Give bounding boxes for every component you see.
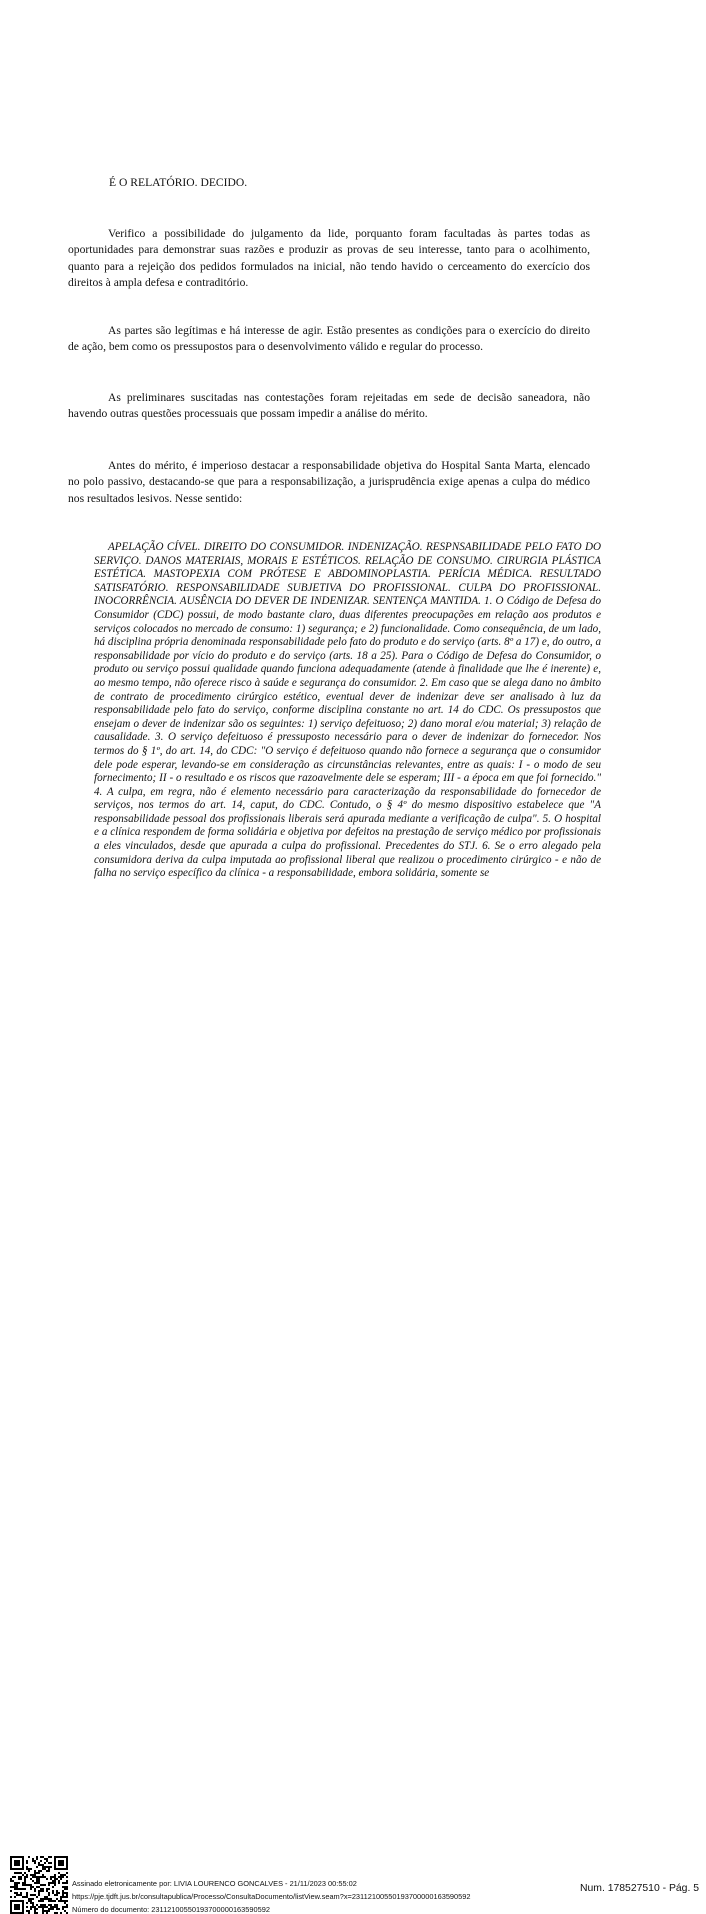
qr-code-icon[interactable] [10,1856,68,1914]
document-url-link[interactable]: https://pje.tjdft.jus.br/consultapublica/Processo/ConsultaDocumento/listView.seam?x=23112100550193700000163590592 [72,1892,471,1901]
section-heading: É O RELATÓRIO. DECIDO. [109,176,248,189]
signature-line: Assinado eletronicamente por: LIVIA LOURENCO GONCALVES - 21/11/2023 00:55:02 [72,1879,357,1888]
paragraph-merito: Antes do mérito, é imperioso destacar a responsabilidade objetiva do Hospital Santa Marta, elencado no polo passivo, destacando-se que para a responsabilização, a jurisprudência exige apenas a culpa do médico nos resultados lesivos. Nesse sentido: [68,459,590,505]
paragraph-julgamento: Verifico a possibilidade do julgamento da lide, porquanto foram facultadas às partes todas as oportunidades para demonstrar suas razões e produzir as provas de seu interesse, tanto para o acolhimento, quanto para a rejeição dos pedidos formulados na inicial, não tendo havido o cerceamento do exercício dos direitos à ampla defesa e contraditório. [68,227,590,290]
document-number: Número do documento: 23112100550193700000163590592 [72,1905,270,1914]
signature-footer [0,928,706,1914]
page-number: Num. 178527510 - Pág. 5 [580,1883,699,1894]
paragraph-preliminares: As preliminares suscitadas nas contestações foram rejeitadas em sede de decisão saneadora, não havendo outras questões processuais que possam impedir a análise do mérito. [68,391,590,421]
paragraph-legitimidade: As partes são legítimas e há interesse de agir. Estão presentes as condições para o exercício do direito de ação, bem como os pressupostos para o desenvolvimento válido e regular do processo. [68,324,590,354]
jurisprudence-quote: APELAÇÃO CÍVEL. DIREITO DO CONSUMIDOR. INDENIZAÇÃO. RESPNSABILIDADE PELO FATO DO SERVIÇO. DANOS MATERIAIS, MORAIS E ESTÉTICOS. RELAÇÃO DE CONSUMO. CIRURGIA PLÁSTICA ESTÉTICA. MASTOPEXIA COM PRÓTESE E ABDOMINOPLASTIA. PERÍCIA MÉDICA. RESULTADO SATISFATÓRIO. RESPONSABILIDADE SUBJETIVA DO PROFISSIONAL. CULPA DO PROFISSIONAL. INOCORRÊNCIA. AUSÊNCIA DO DEVER DE INDENIZAR. SENTENÇA MANTIDA. 1. O Código de Defesa do Consumidor (CDC) possui, de modo bastante claro, duas diferentes preocupações em relação aos produtos e serviços colocados no mercado de consumo: 1) segurança; e 2) funcionalidade. Como consequência, de um lado, há disciplina própria denominada responsabilidade pelo fato do produto e do serviço (arts. 8º a 17) e, do outro, a responsabilidade por vício do produto e do serviço (arts. 18 a 25). Para o Código de Defesa do Consumidor, o produto ou serviço possui qualidade quando funciona adequadamente (atende à finalidade que lhe é inerente) e, ao mesmo tempo, não oferece risco à saúde e segurança do consumidor. 2. Em caso que se alega dano no âmbito de contrato de procedimento cirúrgico estético, eventual dever de indenizar deve ser analisado à luz da responsabilidade pelo fato do serviço, conforme disciplina constante no art. 14 do CDC. Os pressupostos que ensejam o dever de indenizar são os seguintes: 1) serviço defeituoso; 2) dano moral e/ou material; 3) relação de causalidade. 3. O serviço defeituoso é pressuposto necessário para o dever de indenizar do fornecedor. Nos termos do § 1º, do art. 14, do CDC: "O serviço é defeituoso quando não fornece a segurança que o consumidor dele pode esperar, levando-se em consideração as circunstâncias relevantes, entre as quais: I - o modo de seu fornecimento; II - o resultado e os riscos que razoavelmente dele se esperam; III - a época em que foi fornecido." 4. A culpa, em regra, não é elemento necessário para caracterização da responsabilidade do fornecedor de serviços, nos termos do art. 14, caput, do CDC. Contudo, o § 4º do mesmo dispositivo estabelece que "A responsabilidade pessoal dos profissionais liberais será apurada mediante a verificação de culpa". 5. O hospital e a clínica respondem de forma solidária e objetiva por defeitos na prestação de serviço médico por profissionais a eles vinculados, desde que apurada a culpa do profissional. Precedentes do STJ. 6. Se o erro alegado pela consumidora deriva da culpa imputada ao profissional liberal que realizou o procedimento cirúrgico - e não de falha no serviço específico da clínica - a responsabilidade, embora solidária, somente se [94,541,601,880]
